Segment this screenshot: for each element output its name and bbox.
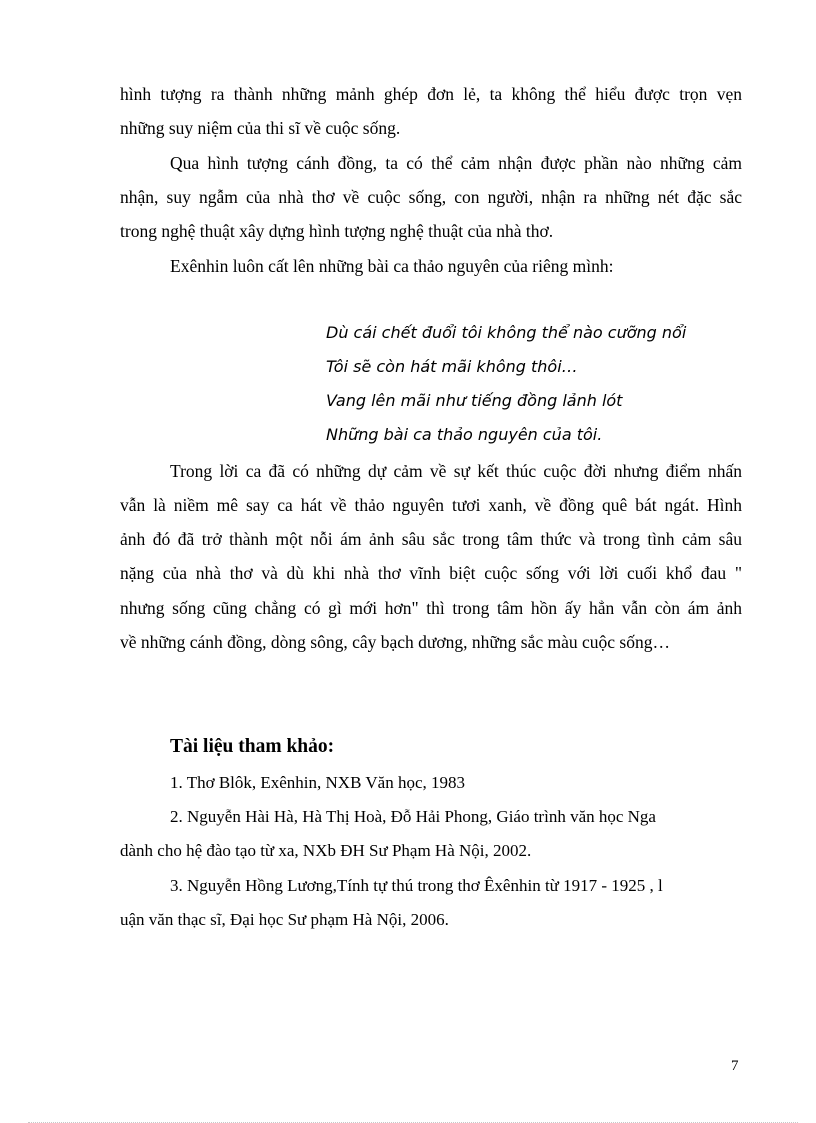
paragraph-line: Exênhin luôn cất lên những bài ca thảo nguyên của riêng mình: [170,256,614,276]
references-heading: Tài liệu tham khảo: [170,736,335,757]
paragraph-line: trong nghệ thuật xây dựng hình tượng nghệ thuật của nhà thơ. [120,221,554,241]
reference-item: 1. Thơ Blôk, Exênhin, NXB Văn học, 1983 [170,773,465,792]
poem-line: Vang lên mãi như tiếng đồng lảnh lót [326,391,623,410]
paragraph-line: ảnh đó đã trở thành một nỗi ám ảnh sâu sắc trong tâm thức và trong tình cảm sâu [120,529,742,549]
paragraph-line: những suy niệm của thi sĩ về cuộc sống. [120,118,401,138]
paragraph-line: Qua hình tượng cánh đồng, ta có thể cảm nhận được phần nào những cảm [170,153,742,173]
poem-line: Dù cái chết đuổi tôi không thể nào cưỡng nổi [326,323,687,342]
poem-line: Những bài ca thảo nguyên của tôi. [326,425,603,444]
paragraph-line: về những cánh đồng, dòng sông, cây bạch dương, những sắc màu cuộc sống… [120,632,670,652]
reference-item: 2. Nguyễn Hài Hà, Hà Thị Hoà, Đỗ Hải Phong, Giáo trình văn học Nga [170,807,656,826]
paragraph-line: hình tượng ra thành những mảnh ghép đơn lẻ, ta không thể hiểu được trọn vẹn [120,84,742,104]
paragraph-line: nhưng sống cũng chẳng có gì mới hơn" thì trong tâm hồn ấy hẳn vẫn còn ám ảnh [120,598,742,618]
paragraph-line: Trong lời ca đã có những dự cảm về sự kết thúc cuộc đời nhưng điểm nhấn [170,461,742,481]
reference-item: 3. Nguyễn Hồng Lương,Tính tự thú trong thơ Êxênhin từ 1917 - 1925 , l [170,876,663,895]
paragraph-line: nặng của nhà thơ và dù khi nhà thơ vĩnh biệt cuộc sống với lời cuối khổ đau " [120,563,742,583]
paragraph-line: vẫn là niềm mê say ca hát về thảo nguyên tươi xanh, về đồng quê bát ngát. Hình [120,495,742,515]
paragraph-line: nhận, suy ngẫm của nhà thơ về cuộc sống, con người, nhận ra những nét đặc sắc [120,187,742,207]
page-number: 7 [731,1058,739,1074]
reference-item: dành cho hệ đào tạo từ xa, NXb ĐH Sư Phạm Hà Nội, 2002. [120,841,532,860]
poem-line: Tôi sẽ còn hát mãi không thôi… [326,357,578,376]
reference-item: uận văn thạc sĩ, Đại học Sư phạm Hà Nội, 2006. [120,910,449,929]
